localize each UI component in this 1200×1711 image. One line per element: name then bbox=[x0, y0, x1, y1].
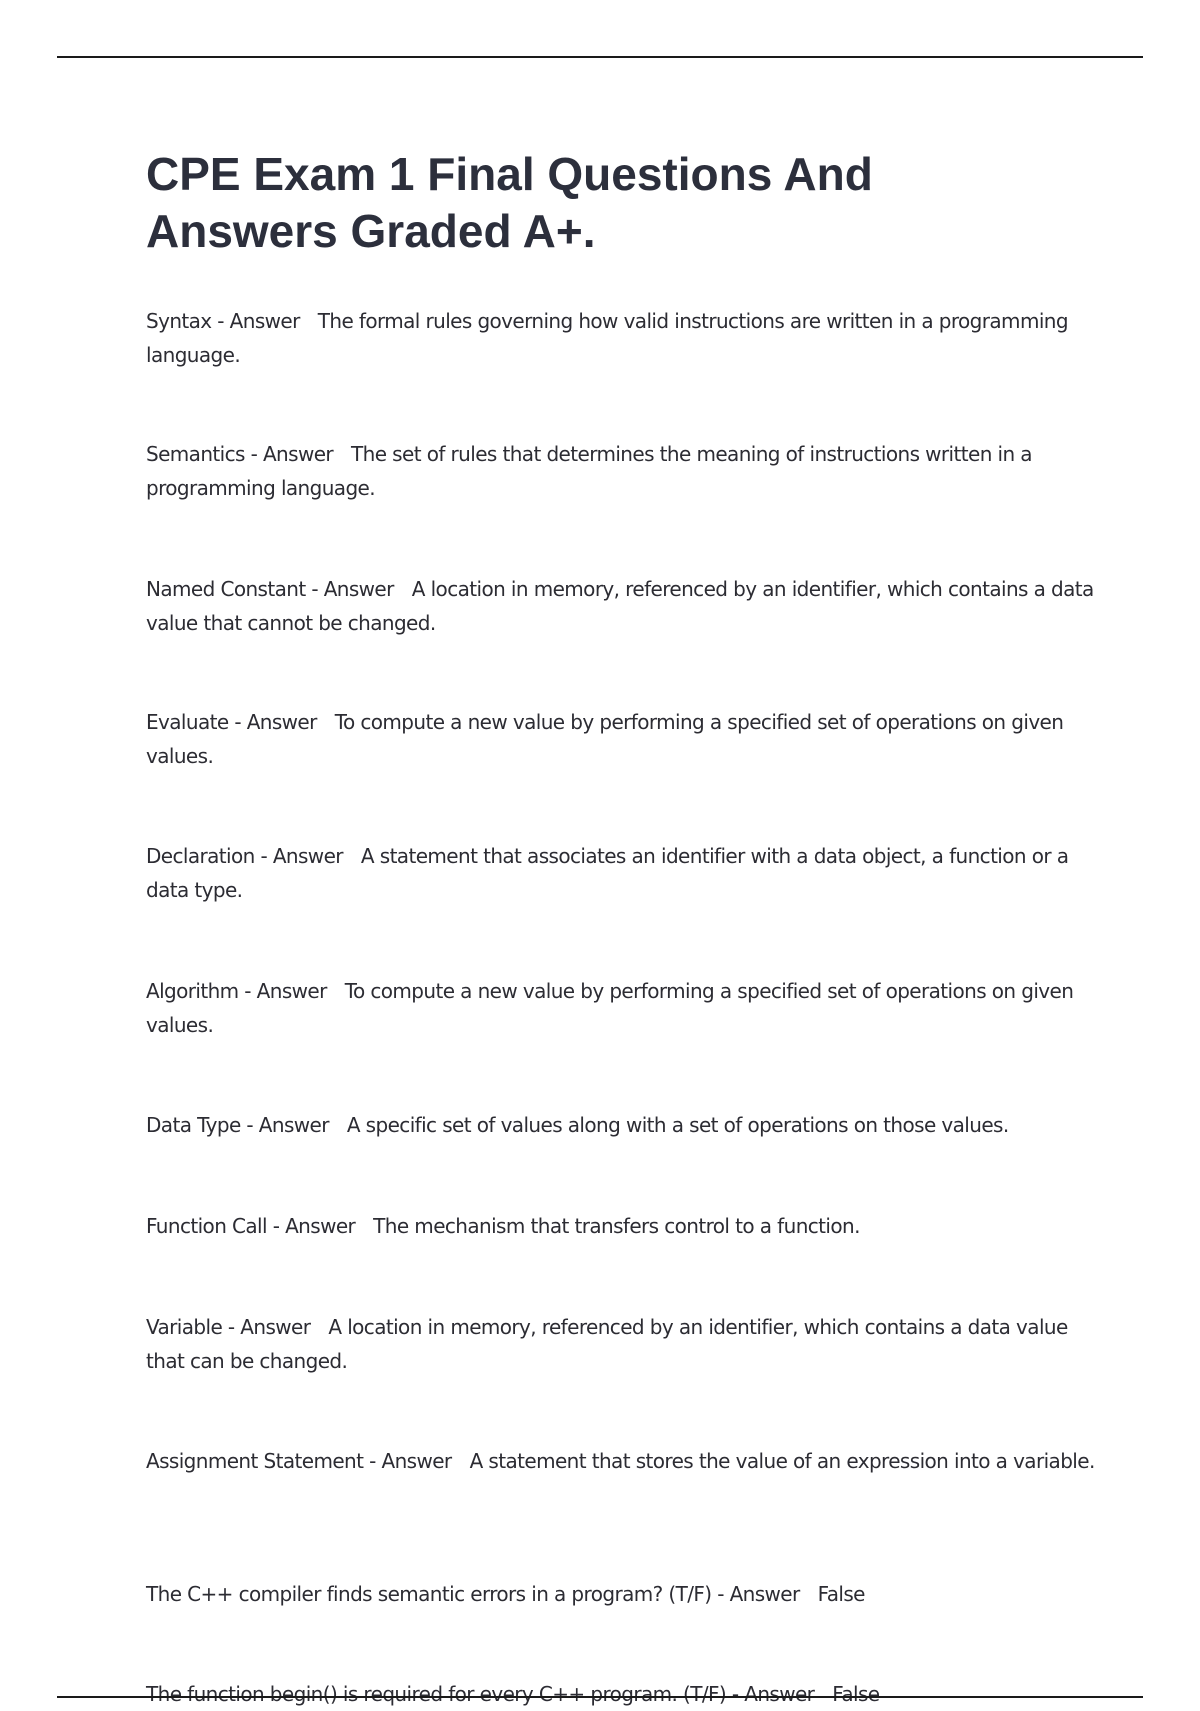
qa-term: The C++ compiler finds semantic errors in a program? (T/F) - Answer bbox=[146, 1582, 800, 1606]
qa-term: The function begin() is required for every C++ program. (T/F) - Answer bbox=[146, 1682, 815, 1706]
qa-answer: To compute a new value by performing a specified set of operations on given values. bbox=[146, 979, 1074, 1037]
qa-item bbox=[146, 1444, 1096, 1478]
qa-answer: A specific set of values along with a set of operations on those values. bbox=[346, 1113, 1009, 1137]
qa-item bbox=[146, 1677, 1096, 1711]
qa-answer: The mechanism that transfers control to a function. bbox=[373, 1214, 860, 1238]
bottom-rule bbox=[57, 1696, 1143, 1698]
qa-item bbox=[146, 1108, 1096, 1142]
qa-answer: A location in memory, referenced by an identifier, which contains a data value that can be changed. bbox=[146, 1315, 1068, 1373]
qa-term: Algorithm - Answer bbox=[146, 979, 327, 1003]
qa-term: Semantics - Answer bbox=[146, 442, 334, 466]
qa-answer: A location in memory, referenced by an identifier, which contains a data value that cannot be changed. bbox=[146, 577, 1094, 635]
qa-term: Data Type - Answer bbox=[146, 1113, 329, 1137]
qa-item bbox=[146, 1577, 1096, 1611]
top-rule bbox=[57, 56, 1143, 58]
qa-item bbox=[146, 1209, 1096, 1243]
qa-term: Variable - Answer bbox=[146, 1315, 311, 1339]
qa-answer: False bbox=[817, 1582, 865, 1606]
qa-item bbox=[146, 1310, 1096, 1378]
qa-answer: False bbox=[832, 1682, 880, 1706]
qa-item bbox=[146, 839, 1096, 907]
qa-answer: A statement that stores the value of an expression into a variable. bbox=[469, 1449, 1095, 1473]
qa-answer: To compute a new value by performing a specified set of operations on given values. bbox=[146, 710, 1064, 768]
qa-term: Declaration - Answer bbox=[146, 844, 343, 868]
qa-item bbox=[146, 304, 1096, 372]
qa-item bbox=[146, 974, 1096, 1042]
page-title: CPE Exam 1 Final Questions And Answers Graded A+. bbox=[146, 148, 873, 257]
qa-term: Syntax - Answer bbox=[146, 309, 300, 333]
qa-answer: The formal rules governing how valid instructions are written in a programming language. bbox=[146, 309, 1068, 367]
qa-term: Evaluate - Answer bbox=[146, 710, 317, 734]
qa-answer: The set of rules that determines the meaning of instructions written in a programming language. bbox=[146, 442, 1032, 500]
qa-term: Assignment Statement - Answer bbox=[146, 1449, 452, 1473]
qa-term: Function Call - Answer bbox=[146, 1214, 356, 1238]
qa-item bbox=[146, 437, 1096, 505]
qa-item bbox=[146, 705, 1096, 773]
qa-answer: A statement that associates an identifier with a data object, a function or a data type. bbox=[146, 844, 1069, 902]
qa-item bbox=[146, 572, 1096, 640]
qa-term: Named Constant - Answer bbox=[146, 577, 394, 601]
